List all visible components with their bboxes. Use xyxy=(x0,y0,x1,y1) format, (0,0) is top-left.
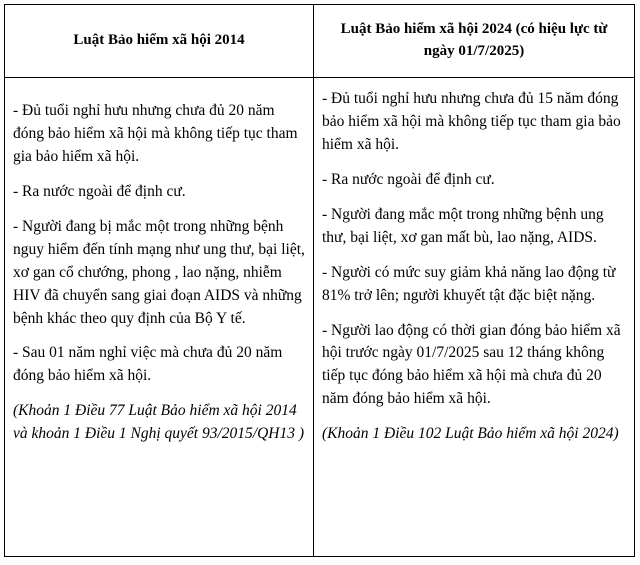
left-item: - Người đang bị mắc một trong những bệnh nguy hiểm đến tính mạng như ung thư, bại liệt, xơ gan cổ chướng, phong , lao nặng, nhiễm HIV đã chuyển sang giai đoạn AIDS và những bệnh khác theo quy định của Bộ Y tế. xyxy=(13,217,305,327)
right-citation: (Khoản 1 Điều 102 Luật Bảo hiểm xã hội 2024) xyxy=(322,425,619,443)
header-left xyxy=(5,5,314,78)
left-item: - Đủ tuổi nghỉ hưu nhưng chưa đủ 20 năm đóng bảo hiểm xã hội mà không tiếp tục tham gia bảo hiểm xã hội. xyxy=(13,102,298,165)
left-column-body xyxy=(5,78,314,556)
right-item: - Người có mức suy giảm khả năng lao động từ 81% trở lên; người khuyết tật đặc biệt nặng. xyxy=(322,263,616,304)
right-item: - Đủ tuổi nghỉ hưu nhưng chưa đủ 15 năm đóng bảo hiểm xã hội mà không tiếp tục tham gia bảo hiểm xã hội. xyxy=(322,90,621,153)
header-right-text: Luật Bảo hiểm xã hội 2024 (có hiệu lực từ ngày 01/7/2025) xyxy=(340,21,608,59)
header-left-text: Luật Bảo hiểm xã hội 2014 xyxy=(73,32,245,49)
right-column-body xyxy=(314,78,634,556)
left-item: - Sau 01 năm nghỉ việc mà chưa đủ 20 năm đóng bảo hiểm xã hội. xyxy=(13,344,283,385)
right-item: - Người lao động có thời gian đóng bảo hiểm xã hội trước ngày 01/7/2025 sau 12 tháng không tiếp tục đóng bảo hiểm xã hội mà chưa đủ 20 năm đóng bảo hiểm xã hội. xyxy=(322,321,621,408)
comparison-table xyxy=(4,4,635,557)
left-citation: (Khoản 1 Điều 77 Luật Bảo hiểm xã hội 2014 và khoản 1 Điều 1 Nghị quyết 93/2015/QH13 ) xyxy=(13,402,305,443)
right-item: - Người đang mắc một trong những bệnh ung thư, bại liệt, xơ gan mất bù, lao nặng, AIDS. xyxy=(322,205,604,246)
right-item: - Ra nước ngoài để định cư. xyxy=(322,170,495,188)
header-right xyxy=(314,5,634,78)
left-item: - Ra nước ngoài để định cư. xyxy=(13,182,186,200)
